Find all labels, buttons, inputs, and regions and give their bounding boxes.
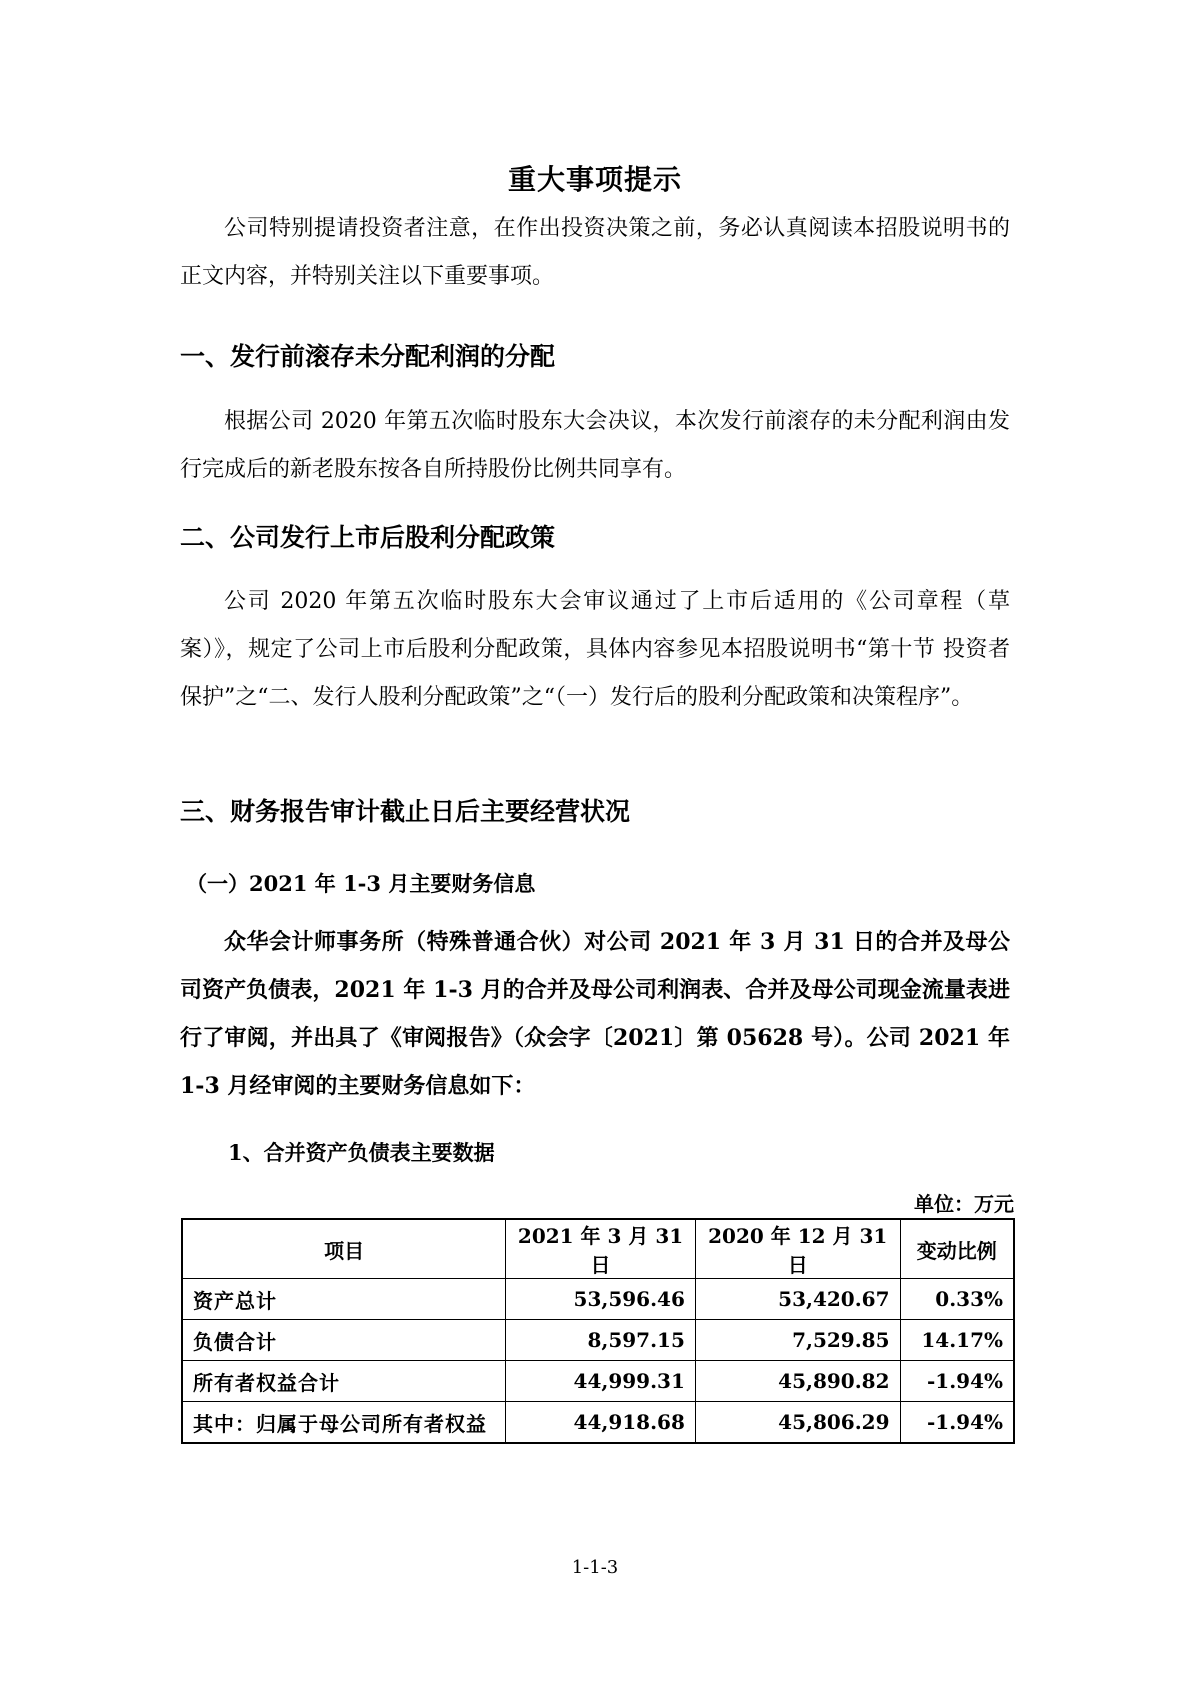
intro-paragraph: 公司特别提请投资者注意，在作出投资决策之前，务必认真阅读本招股说明书的正文内容，并特别关注以下重要事项。	[180, 216, 1010, 289]
table-row	[182, 1320, 1014, 1361]
table-heading: 1、合并资产负债表主要数据	[228, 1140, 495, 1165]
unit-label: 单位：万元	[914, 1192, 1014, 1216]
row-label: 负债合计	[182, 1320, 506, 1361]
table-row	[182, 1361, 1014, 1402]
row-value-2021: 44,999.31	[506, 1361, 696, 1402]
table-row	[182, 1402, 1014, 1444]
row-value-2021: 44,918.68	[506, 1402, 696, 1444]
subsection-heading: （一）2021 年 1-3 月主要财务信息	[186, 871, 536, 896]
row-value-2020: 7,529.85	[695, 1320, 900, 1361]
section-heading-1: 一、发行前滚存未分配利润的分配	[180, 342, 556, 371]
header-change: 变动比例	[900, 1219, 1014, 1279]
row-value-2020: 53,420.67	[695, 1279, 900, 1320]
header-item: 项目	[182, 1219, 506, 1279]
table-row	[182, 1279, 1014, 1320]
row-label: 资产总计	[182, 1279, 506, 1320]
section-heading-2: 二、公司发行上市后股利分配政策	[180, 523, 556, 552]
row-label: 其中：归属于母公司所有者权益	[182, 1402, 506, 1444]
page-number: 1-1-3	[571, 1557, 619, 1578]
header-date-2021: 2021 年 3 月 31 日	[506, 1219, 696, 1279]
balance-sheet-table	[181, 1218, 1015, 1444]
row-value-2020: 45,890.82	[695, 1361, 900, 1402]
section-body-1: 根据公司 2020 年第五次临时股东大会决议，本次发行前滚存的未分配利润由发行完成后的新老股东按各自所持股份比例共同享有。	[180, 409, 1010, 482]
row-change: -1.94%	[900, 1402, 1014, 1444]
row-label: 所有者权益合计	[182, 1361, 506, 1402]
row-value-2021: 8,597.15	[506, 1320, 696, 1361]
section-heading-3: 三、财务报告审计截止日后主要经营状况	[180, 797, 631, 826]
row-value-2021: 53,596.46	[506, 1279, 696, 1320]
header-date-2020: 2020 年 12 月 31 日	[695, 1219, 900, 1279]
row-change: 14.17%	[900, 1320, 1014, 1361]
table-header-row	[182, 1219, 1014, 1279]
row-change: -1.94%	[900, 1361, 1014, 1402]
section-body-2: 公司 2020 年第五次临时股东大会审议通过了上市后适用的《公司章程（草案）》，规定了公司上市后股利分配政策，具体内容参见本招股说明书“第十节 投资者保护”之“二、发行人股利分配政策”之“（一）发行后的股利分配政策和决策程序”。	[180, 589, 1010, 710]
row-value-2020: 45,806.29	[695, 1402, 900, 1444]
page-title: 重大事项提示	[507, 163, 682, 196]
row-change: 0.33%	[900, 1279, 1014, 1320]
subsection-body: 众华会计师事务所（特殊普通合伙）对公司 2021 年 3 月 31 日的合并及母公司资产负债表，2021 年 1-3 月的合并及母公司利润表、合并及母公司现金流量表进行了审阅，并出具了《审阅报告》（众会字〔2021〕第 05628 号）。公司 2021 年 1-3 月经审阅的主要财务信息如下：	[180, 929, 1010, 1099]
